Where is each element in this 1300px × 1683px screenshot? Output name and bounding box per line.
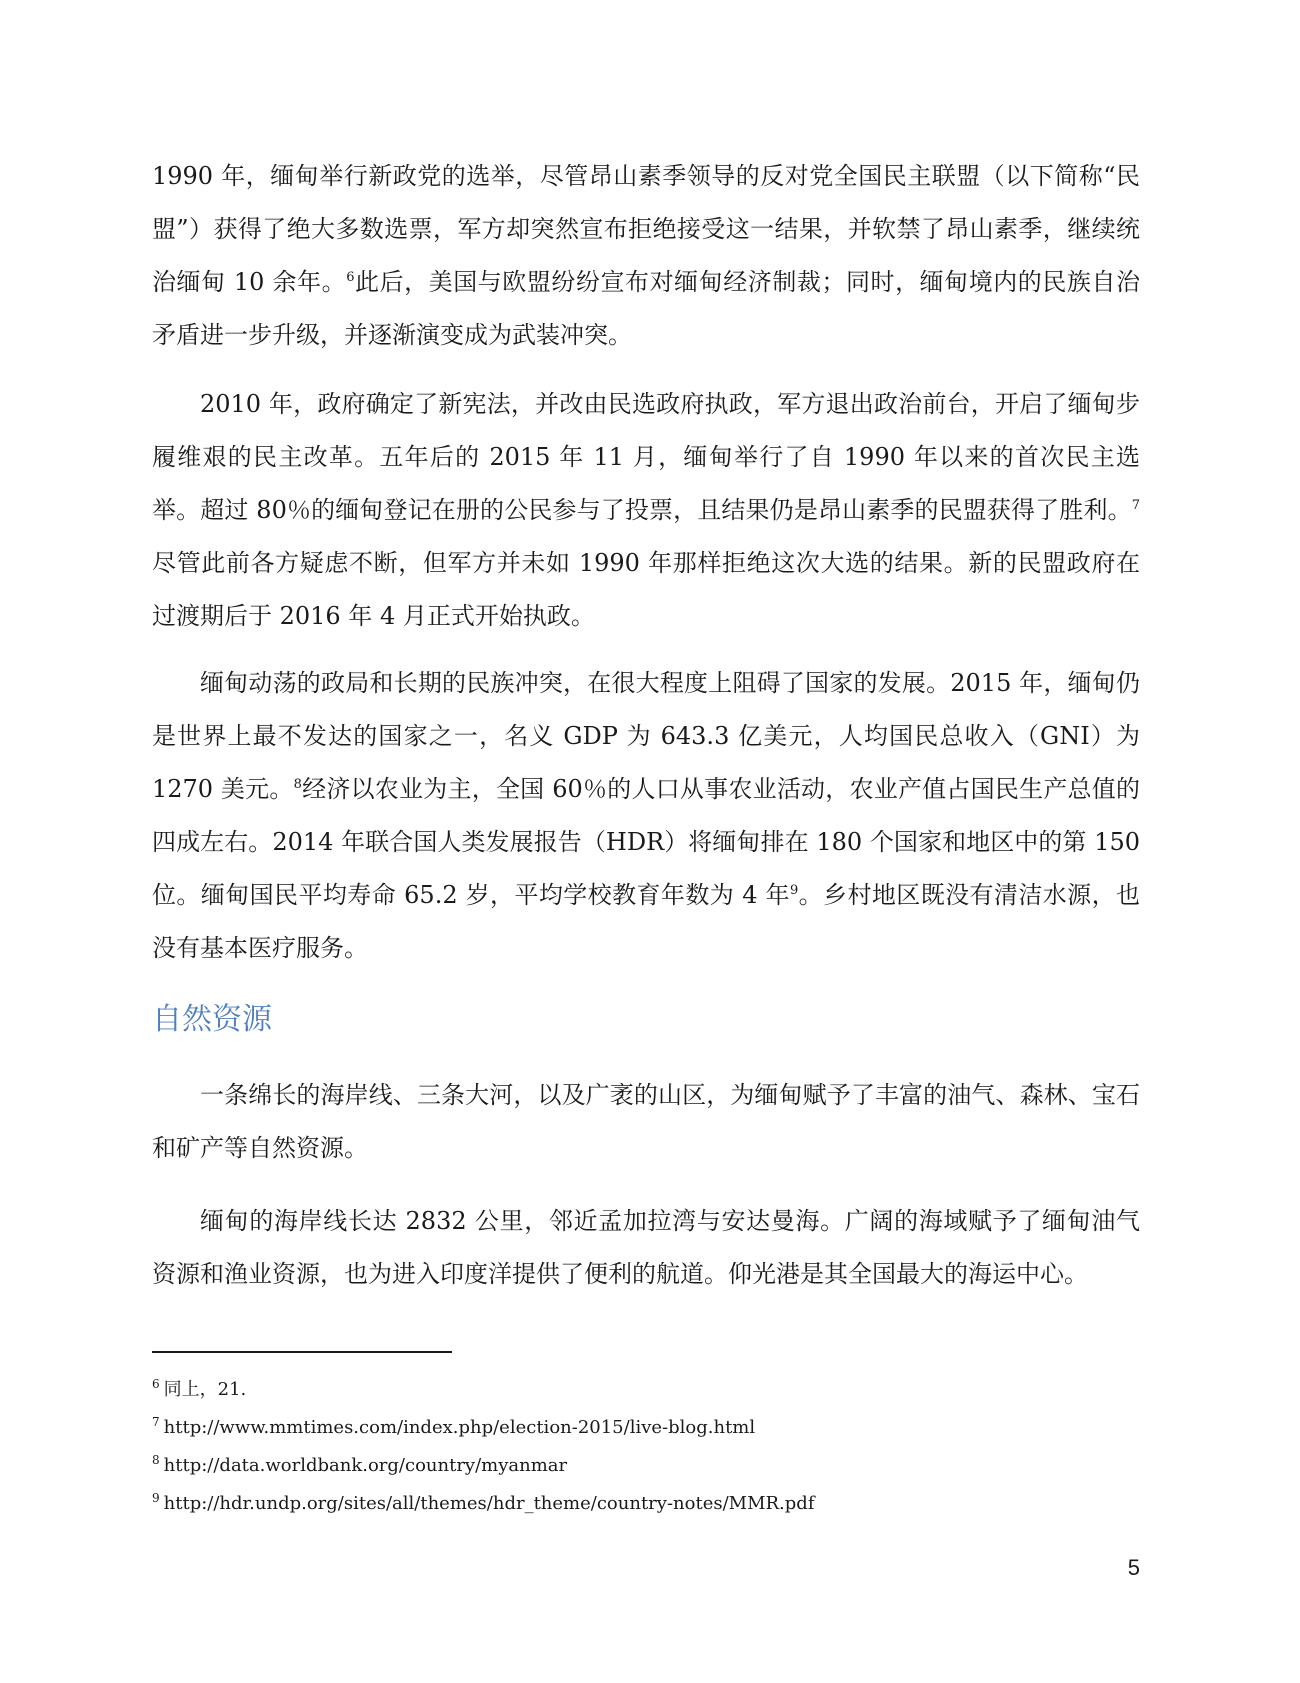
footnote-link[interactable]: http://hdr.undp.org/sites/all/themes/hdr_theme/country-notes/MMR.pdf [163,1493,815,1514]
footnote-list [152,1371,1140,1523]
paragraph-text: 。乡村地区既没有清洁水源，也没有基本医疗服务。 [152,881,1140,962]
footnote-text: 同上，21. [163,1379,247,1400]
paragraph-coastline: 缅甸的海岸线长达 2832 公里，邻近孟加拉湾与安达曼海。广阔的海域赋予了缅甸油气资源和渔业资源，也为进入印度洋提供了便利的航道。仰光港是其全国最大的海运中心。 [152,1207,1140,1288]
page-number: 5 [1127,1555,1140,1580]
footnote-number: 9 [152,1491,160,1505]
footnote-ref-8[interactable]: 8 [293,777,302,792]
footnote-item [152,1485,1140,1523]
footnote-item [152,1371,1140,1409]
paragraph-natural-resources: 一条绵长的海岸线、三条大河，以及广袤的山区，为缅甸赋予了丰富的油气、森林、宝石和矿产等自然资源。 [152,1081,1140,1162]
footnote-item [152,1447,1140,1485]
paragraph-text: 此后，美国与欧盟纷纷宣布对缅甸经济制裁；同时，缅甸境内的民族自治矛盾进一步升级，并逐渐演变成为武装冲突。 [152,268,1141,349]
footnote-link[interactable]: http://www.mmtimes.com/index.php/election-2015/live-blog.html [163,1417,756,1438]
paragraph-1990-election [152,150,1140,362]
paragraph-2010-constitution [152,378,1140,643]
footnote-number: 7 [152,1415,160,1429]
footnote-ref-7[interactable]: 7 [1131,498,1140,513]
footnote-number: 8 [152,1453,160,1467]
footnote-ref-6[interactable]: 6 [346,270,355,285]
paragraph-text: 尽管此前各方疑虑不断，但军方并未如 1990 年那样拒绝这次大选的结果。新的民盟政府在过渡期后于 2016 年 4 月正式开始执政。 [152,549,1140,630]
paragraph-text: 2010 年，政府确定了新宪法，并改由民选政府执政，军方退出政治前台，开启了缅甸步履维艰的民主改革。五年后的 2015 年 11 月，缅甸举行了自 1990 年以来的首次民主选举。超过 80％的缅甸登记在册的公民参与了投票，且结果仍是昂山素季的民盟获得了胜利。 [152,390,1140,524]
footnote-number: 6 [152,1377,160,1391]
section-heading: 自然资源 [152,1002,272,1037]
footnote-ref-9[interactable]: 9 [789,883,799,898]
paragraph-text: 缅甸动荡的政局和长期的民族冲突，在很大程度上阻碍了国家的发展。2015 年，缅甸仍是世界上最不发达的国家之一，名义 GDP 为 643.3 亿美元，人均国民总收入（GNI）为 1270 美元。 [152,669,1140,803]
paragraph-development [152,657,1140,975]
paragraph-text: 1990 年，缅甸举行新政党的选举，尽管昂山素季领导的反对党全国民主联盟（以下简称“民盟”）获得了绝大多数选票，军方却突然宣布拒绝接受这一结果，并软禁了昂山素季，继续统治缅甸 10 余年。 [152,162,1140,296]
footnote-link[interactable]: http://data.worldbank.org/country/myanmar [163,1455,568,1476]
footnote-item [152,1409,1140,1447]
paragraph-text: 经济以农业为主，全国 60％的人口从事农业活动，农业产值占国民生产总值的四成左右。2014 年联合国人类发展报告（HDR）将缅甸排在 180 个国家和地区中的第 150 位。缅甸国民平均寿命 65.2 岁，平均学校教育年数为 4 年 [152,775,1140,909]
footnote-separator [152,1351,452,1353]
